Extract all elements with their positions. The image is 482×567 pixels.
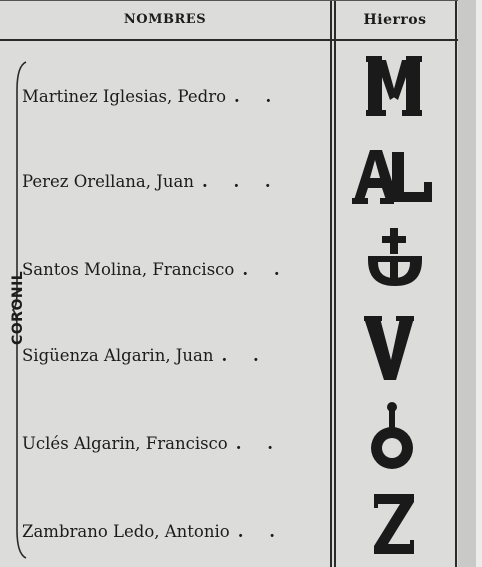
name-row-5 — [22, 434, 283, 453]
letter-V-brand-icon — [364, 316, 414, 382]
group-label: CORONIL — [10, 270, 26, 345]
leader-dots: . . — [234, 87, 282, 106]
letter-Z-brand-icon — [372, 492, 416, 556]
leader-dots: . . — [235, 434, 283, 453]
column-divider-left — [330, 0, 332, 567]
letter-M-brand-icon — [366, 56, 422, 118]
person-name: Uclés Algarin, Francisco — [22, 434, 228, 453]
person-name: Zambrano Ledo, Antonio — [22, 522, 230, 541]
person-name: Santos Molina, Francisco — [22, 260, 235, 279]
name-row-3 — [22, 260, 290, 279]
ring-on-stem-brand-icon — [370, 402, 416, 472]
person-name: Sigüenza Algarin, Juan — [22, 346, 214, 365]
cross-on-bowl-brand-icon — [366, 228, 424, 290]
leader-dots: . . . — [201, 172, 281, 191]
person-name: Martinez Iglesias, Pedro — [22, 87, 227, 106]
leader-dots: . . — [242, 260, 290, 279]
page-edge — [476, 0, 482, 567]
name-row-2 — [22, 172, 281, 191]
person-name: Perez Orellana, Juan — [22, 172, 194, 191]
leader-dots: . . — [237, 522, 285, 541]
name-row-6 — [22, 522, 285, 541]
name-row-1 — [22, 87, 281, 106]
header-bottom-rule — [0, 39, 458, 41]
table-right-border — [455, 0, 457, 567]
top-rule — [0, 0, 458, 1]
name-row-4 — [22, 346, 269, 365]
column-header-names: NOMBRES — [123, 12, 207, 27]
AL-monogram-brand-icon — [352, 150, 434, 208]
column-header-brands: Hierros — [363, 12, 427, 28]
leader-dots: . . — [221, 346, 269, 365]
column-divider-right — [334, 0, 336, 567]
